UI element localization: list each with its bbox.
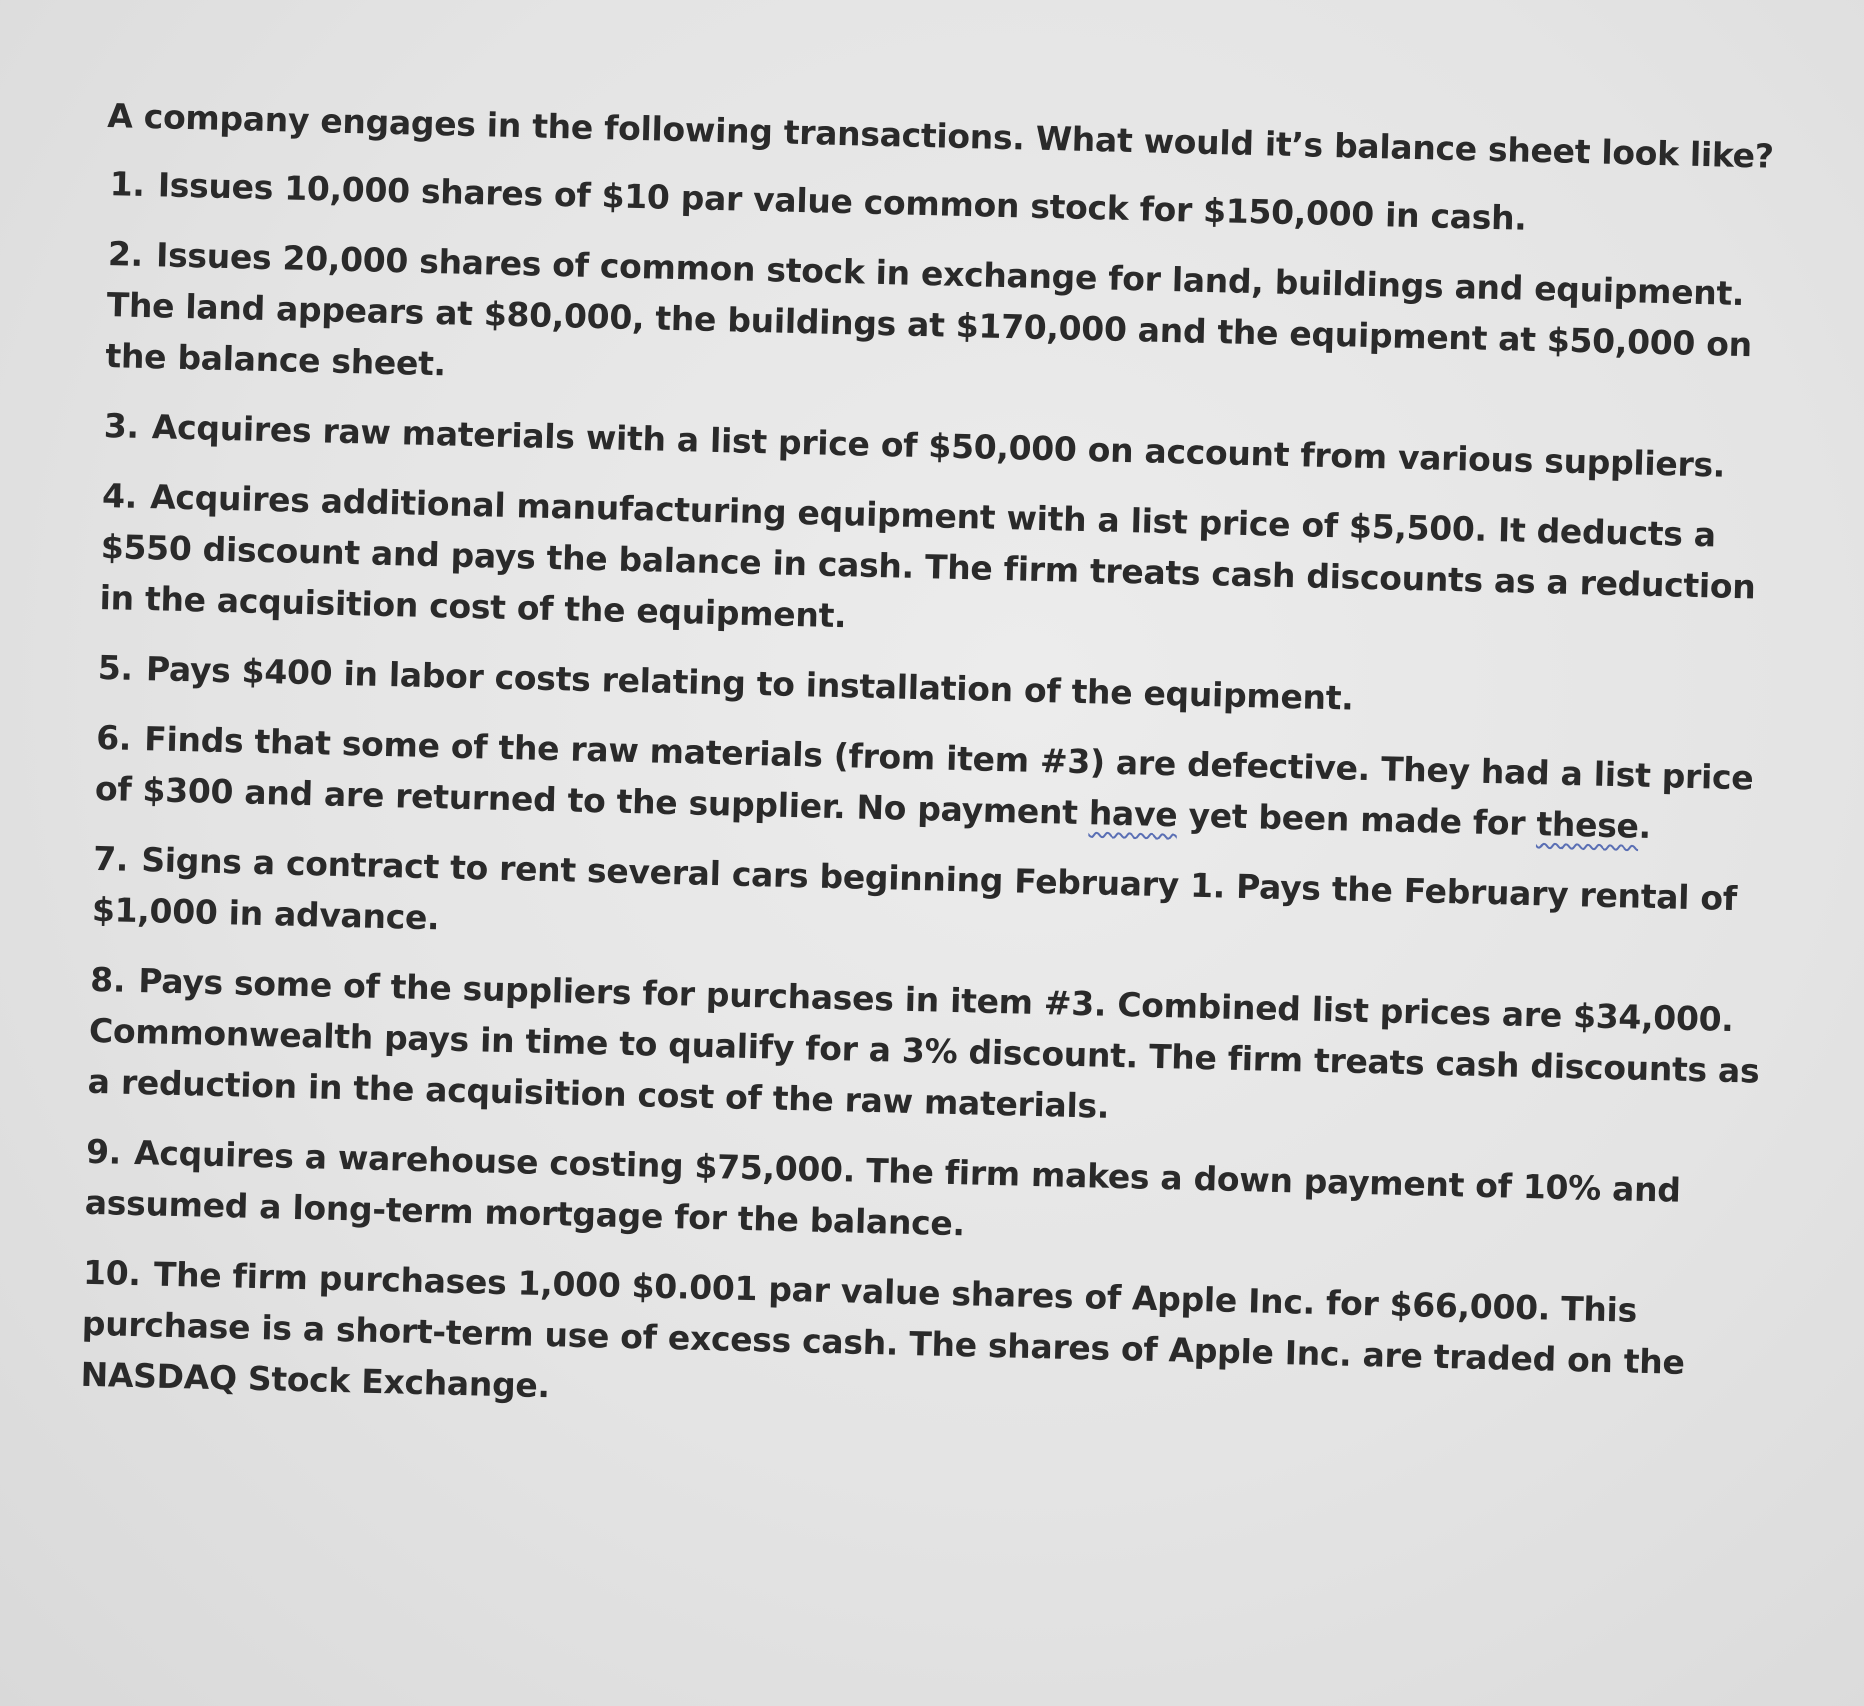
item-text: yet been made for [1188,795,1526,843]
item-number: 2. [107,234,144,274]
transaction-list [76,158,1796,1441]
item-text: Issues 20,000 shares of common stock in exchange for land, buildings and equipment. The land appears at $80,000, the buildings at $170,000 and the equipment at $50,000 on the balance sheet. [105,235,1753,384]
item-text: Issues 10,000 shares of $10 par value common stock for $150,000 in cash. [157,165,1528,238]
item-number: 10. [82,1252,142,1294]
transaction-item-10 [80,1247,1769,1441]
item-number: 3. [103,406,140,446]
item-text: The firm purchases 1,000 $0.001 par value shares of Apple Inc. for $66,000. This purchase is a short-term use of excess cash. The shares of Apple Inc. are traded on the NASDAQ Stock Exchange. [80,1254,1686,1406]
transaction-item-7 [91,833,1779,976]
item-number: 4. [101,475,138,516]
transaction-item-8 [87,954,1776,1148]
item-text: Acquires additional manufacturing equipment with a list price of $5,500. It deducts a $550 discount and pays the balance in cash. The firm treats cash discounts as a reduction in the acquisition cost of the equipment. [99,477,1756,636]
item-text: . [1638,806,1652,846]
grammar-flag-have[interactable]: have [1088,793,1178,835]
item-number: 5. [97,647,134,688]
item-number: 1. [109,164,146,204]
question-text: A company engages in the following transactions. What would it’s balance sheet look like? [106,95,1775,176]
transaction-item-4 [99,470,1788,664]
grammar-flag-these[interactable]: these [1536,804,1640,846]
item-number: 7. [92,838,129,879]
item-text: Finds that some of the raw materials (from item #3) are defective. They had a list price of $300 and are returned to the supplier. No payment [94,719,1754,832]
item-text: Acquires a warehouse costing $75,000. The firm makes a down payment of 10% and assumed a long-term mortgage for the balance. [84,1132,1682,1244]
item-text: Pays some of the suppliers for purchases in item #3. Combined list prices are $34,000. Commonwealth pays in time to qualify for a 3% discount. The firm treats cash discounts as a reduction in the acquisition cost of the raw materials. [87,961,1760,1126]
item-text: Pays $400 in labor costs relating to installation of the equipment. [145,649,1354,718]
transaction-item-9 [84,1126,1772,1269]
transaction-item-6 [94,712,1782,855]
item-text: Acquires raw materials with a list price of $50,000 on account from various suppliers. [151,407,1726,485]
document [76,92,1798,1460]
transaction-item-2 [105,228,1794,422]
item-number: 8. [89,959,126,1000]
item-number: 9. [85,1131,122,1172]
item-text: Signs a contract to rent several cars beginning February 1. Pays the February rental of $1,000 in advance. [91,840,1738,938]
item-number: 6. [95,717,132,758]
